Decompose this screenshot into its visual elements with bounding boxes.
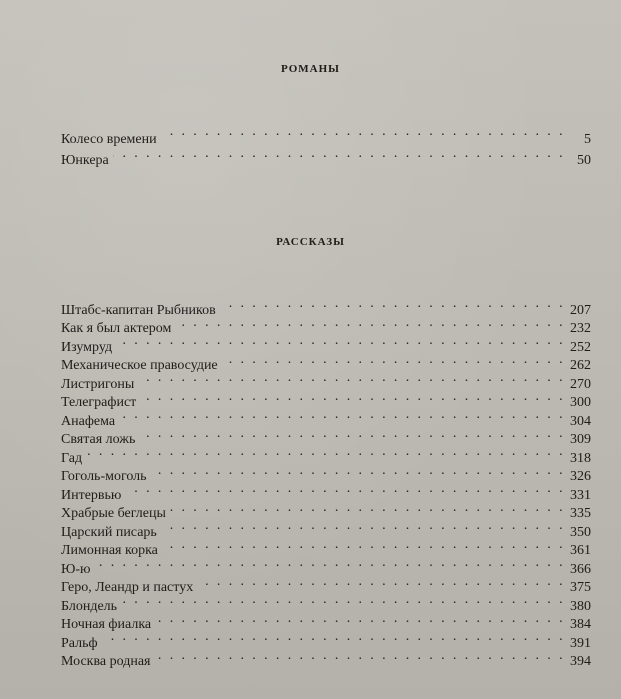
dot-leader [113, 143, 565, 165]
entry-page-number: 232 [570, 321, 591, 336]
entry-title: Ральф [61, 635, 98, 651]
dot-leader [161, 517, 565, 536]
entry-page-number: 318 [570, 450, 591, 466]
entry-page-number: 331 [570, 487, 591, 503]
dot-leader [102, 628, 565, 647]
toc-entry [61, 610, 591, 632]
dot-leader [161, 121, 565, 143]
dot-leader [197, 573, 565, 592]
entry-title: Анафема [61, 413, 116, 429]
dot-leader [154, 647, 565, 666]
entry-page-number: 375 [570, 580, 591, 595]
dot-leader [116, 332, 565, 351]
toc-entry [61, 462, 591, 484]
dot-leader [138, 369, 565, 388]
dot-leader [121, 591, 565, 610]
entry-page-number: 361 [570, 543, 591, 558]
entry-title: Телеграфист [61, 395, 137, 410]
entry-page-number: 304 [570, 413, 591, 429]
entry-page-number: 300 [570, 395, 591, 410]
entry-page-number: 270 [570, 376, 591, 392]
toc-entry [61, 351, 591, 373]
entry-title: Блондель [61, 598, 118, 614]
entry-title: Геро, Леандр и пастух [61, 580, 194, 595]
entry-page-number: 384 [570, 617, 591, 632]
entry-page-number: 252 [570, 339, 591, 355]
toc-entry [61, 406, 591, 429]
entry-page-number: 394 [570, 654, 591, 669]
toc-list-stories [61, 295, 591, 669]
entry-title: Механическое правосудие [61, 358, 218, 373]
entry-title: Штабс-капитан Рыбников [61, 302, 216, 318]
entry-page-number: 262 [570, 358, 591, 373]
dot-leader [95, 554, 565, 573]
dot-leader [170, 499, 565, 518]
toc-entry [61, 295, 591, 318]
entry-page-number: 309 [570, 432, 591, 447]
toc-entry [61, 499, 591, 521]
entry-page-number: 326 [570, 469, 591, 484]
toc-entry [61, 573, 591, 595]
toc-entry [61, 480, 591, 503]
section-title-stories: РАССКАЗЫ [276, 236, 345, 248]
entry-title: Ю-ю [61, 561, 91, 577]
dot-leader [125, 480, 565, 499]
toc-entry [61, 332, 591, 355]
entry-title: Ночная фиалка [61, 617, 152, 632]
entry-title: Листригоны [61, 376, 135, 392]
entry-title: Храбрые беглецы [61, 506, 166, 521]
entry-title: Лимонная корка [61, 543, 158, 558]
dot-leader [222, 351, 565, 370]
toc-entry [61, 628, 591, 651]
entry-page-number: 391 [570, 635, 591, 651]
entry-title: Царский писарь [61, 524, 157, 540]
entry-title: Гоголь-моголь [61, 469, 147, 484]
entry-title: Интервью [61, 487, 122, 503]
toc-entry [61, 554, 591, 577]
toc-entry [61, 425, 591, 447]
entry-page-number: 207 [570, 302, 591, 318]
toc-list-novels [61, 121, 591, 168]
entry-title: Юнкера [61, 153, 109, 168]
entry-title: Гад [61, 450, 83, 466]
entry-page-number: 50 [577, 153, 591, 168]
entry-page-number: 366 [570, 561, 591, 577]
dot-leader [86, 443, 565, 462]
entry-title: Как я был актером [61, 321, 172, 336]
toc-entry [61, 591, 591, 614]
dot-leader [175, 314, 565, 333]
dot-leader [155, 610, 565, 629]
toc-entry [61, 443, 591, 466]
dot-leader [139, 425, 565, 444]
dot-leader [162, 536, 565, 555]
entry-page-number: 350 [570, 524, 591, 540]
dot-leader [140, 388, 565, 407]
dot-leader [220, 295, 565, 314]
toc-entry [61, 143, 591, 168]
entry-title: Москва родная [61, 654, 151, 669]
entry-page-number: 380 [570, 598, 591, 614]
entry-title: Святая ложь [61, 432, 136, 447]
toc-entry [61, 647, 591, 669]
dot-leader [119, 406, 565, 425]
entry-page-number: 5 [584, 131, 591, 147]
entry-title: Колесо времени [61, 131, 157, 147]
entry-page-number: 335 [570, 506, 591, 521]
entry-title: Изумруд [61, 339, 113, 355]
dot-leader [151, 462, 565, 481]
toc-entry [61, 388, 591, 410]
section-title-novels: РОМАНЫ [281, 63, 340, 75]
toc-entry [61, 121, 591, 147]
toc-entry [61, 369, 591, 392]
